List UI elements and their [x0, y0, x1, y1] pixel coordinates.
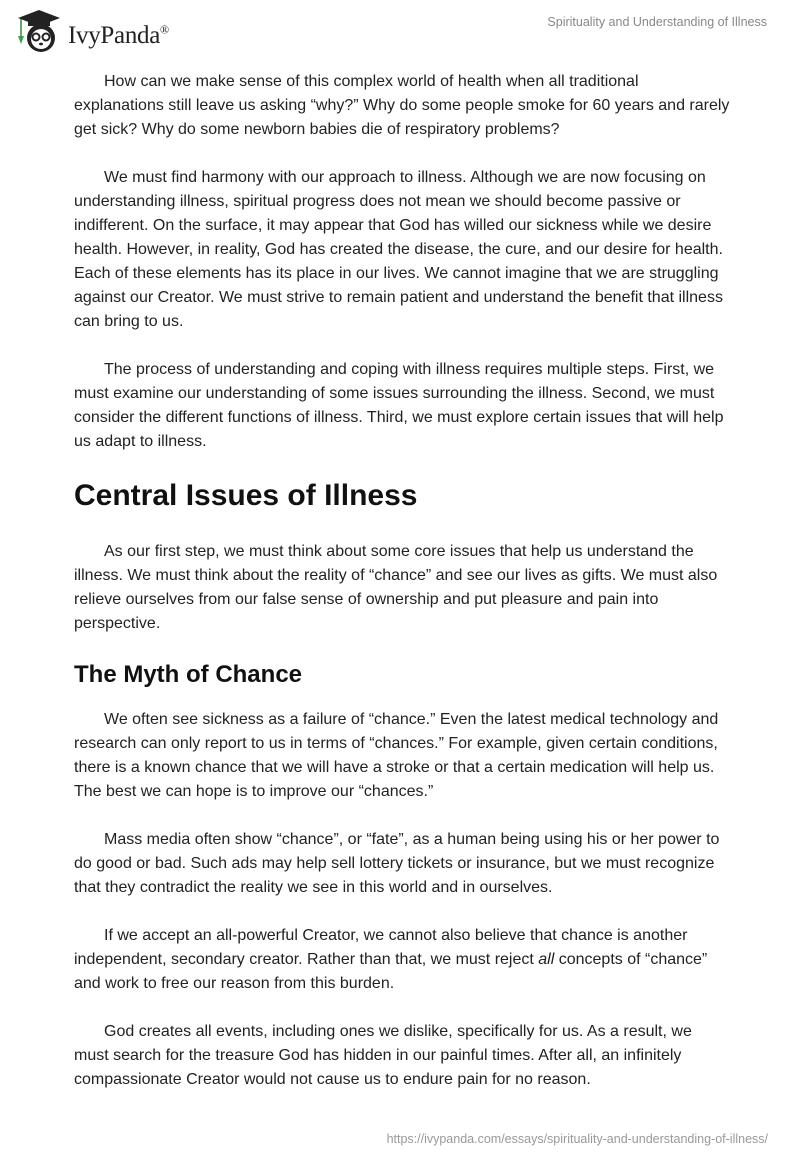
logo[interactable] — [14, 8, 169, 54]
paragraph — [74, 924, 730, 996]
paragraph: As our first step, we must think about some core issues that help us understand the illness. We must think about the reality of “chance” and see our lives as gifts. We must also relieve ourselves from our false sense of ownership and put pleasure and pain into perspective. — [74, 543, 718, 632]
essay-content — [74, 70, 730, 1116]
registered-mark: ® — [160, 22, 169, 37]
logo-name: IvyPanda — [68, 22, 161, 49]
text: If we accept an all-powerful Creator, we cannot also believe that chance is another independent, secondary creator. Rather than that, we must reject — [74, 927, 688, 968]
source-url[interactable]: https://ivypanda.com/essays/spirituality-and-understanding-of-illness/ — [386, 1132, 768, 1146]
subsection-heading: The Myth of Chance — [74, 661, 303, 688]
paragraph: God creates all events, including ones we dislike, specifically for us. As a result, we must search for the treasure God has hidden in our painful times. After all, an infinitely compassionate Creator would not cause us to endure pain for no reason. — [74, 1023, 692, 1088]
paragraph: How can we make sense of this complex world of health when all traditional explanations still leave us asking “why?” Why do some people smoke for 60 years and rarely get sick? Why do some newborn babies die of respiratory problems? — [74, 73, 730, 138]
paragraph: Mass media often show “chance”, or “fate”, as a human being using his or her power to do good or bad. Such ads may help sell lottery tickets or insurance, but we must recognize that they contradict the reality we see in this world and in ourselves. — [74, 831, 720, 896]
document-title: Spirituality and Understanding of Illness — [547, 15, 767, 29]
section-heading: Central Issues of Illness — [74, 479, 418, 512]
emphasis: all — [538, 951, 555, 968]
logo-text — [68, 22, 169, 50]
paragraph: The process of understanding and coping with illness requires multiple steps. First, we must examine our understanding of some issues surrounding the illness. Second, we must consider the different functions of illness. Third, we must explore certain issues that will help us adapt to illness. — [74, 361, 724, 450]
paragraph: We must find harmony with our approach to illness. Although we are now focusing on understanding illness, spiritual progress does not mean we should become passive or indifferent. On the surface, it may appear that God has willed our sickness while we desire health. However, in reality, God has created the disease, the cure, and our desire for health. Each of these elements has its place in our lives. We cannot imagine that we are struggling against our Creator. We must strive to remain patient and understand the benefit that illness can bring to us. — [74, 169, 723, 330]
panda-logo-icon — [14, 8, 64, 54]
text: concepts of “chance” and work to free our reason from this burden. — [74, 951, 708, 992]
paragraph: We often see sickness as a failure of “chance.” Even the latest medical technology and research can only report to us in terms of “chances.” For example, given certain conditions, there is a known chance that we will have a stroke or that a certain medication will help us. The best we can hope is to improve our “chances.” — [74, 711, 719, 800]
